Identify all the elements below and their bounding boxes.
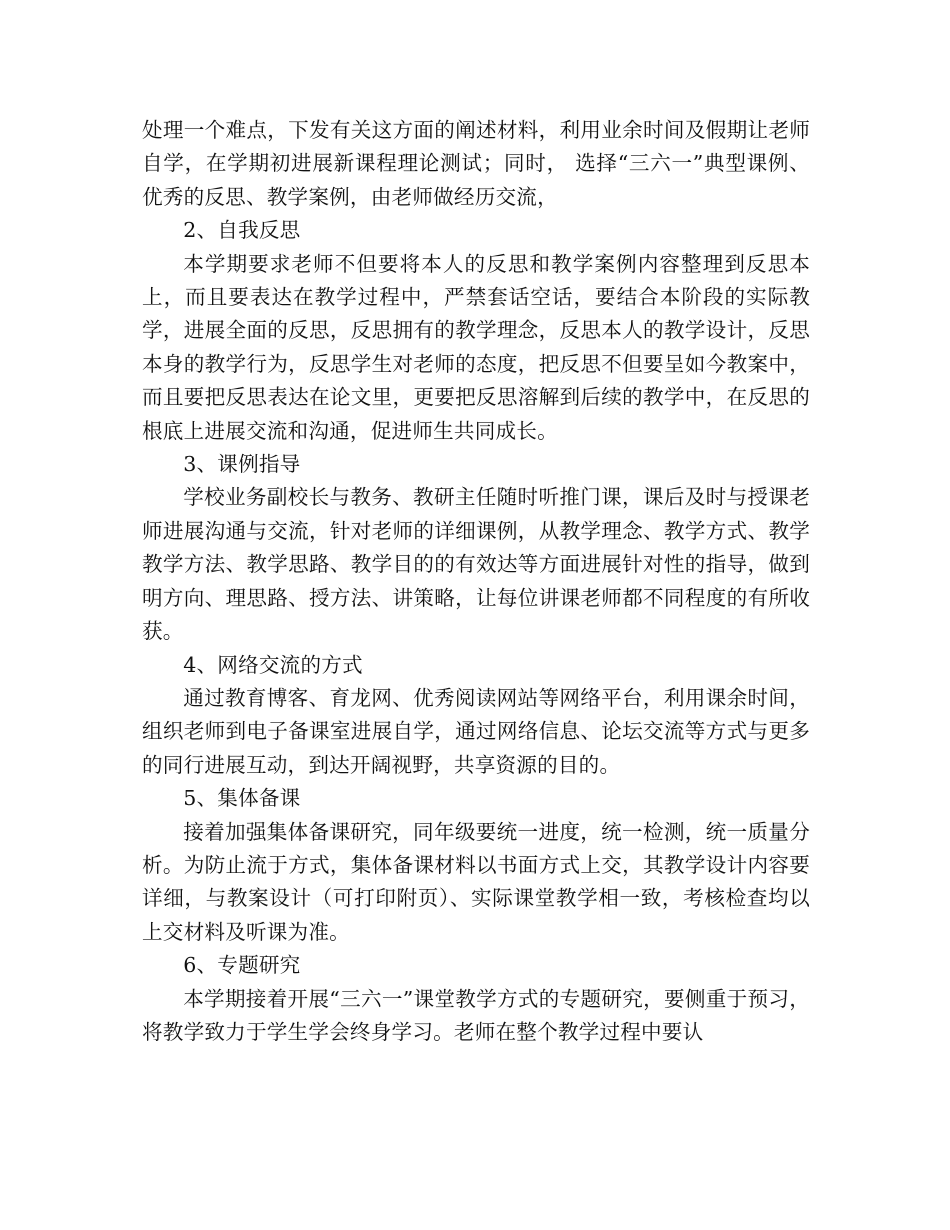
section-body-topic-research: 本学期接着开展“三六一”课堂教学方式的专题研究，要侧重于预习，将教学致力于学生学会终身学习。老师在整个教学过程中要认: [142, 986, 810, 1044]
section-heading-topic-research: 6、专题研究: [183, 953, 301, 978]
section-heading-network-exchange: 4、网络交流的方式: [183, 652, 363, 677]
section-body-lesson-guidance: 学校业务副校长与教务、教研主任随时听推门课，课后及时与授课老师进展沟通与交流，针对老师的详细课例，从教学理念、教学方式、教学教学方法、教学思路、教学目的的有效达等方面进展针对性的指导，做到明方向、理思路、授方法、讲策略，让每位讲课老师都不同程度的有所收获。: [142, 485, 810, 644]
section-body-network-exchange: 通过教育博客、育龙网、优秀阅读网站等网络平台，利用课余时间，组织老师到电子备课室进展自学，通过网络信息、论坛交流等方式与更多的同行进展互动，到达开阔视野，共享资源的目的。: [142, 685, 810, 777]
section-body-collective-preparation: 接着加强集体备课研究，同年级要统一进度，统一检测，统一质量分析。为防止流于方式，集体备课材料以书面方式上交，其教学设计内容要详细，与教案设计（可打印附页）、实际课堂教学相一致，考核检查均以上交材料及听课为准。: [142, 819, 810, 944]
section-heading-collective-preparation: 5、集体备课: [183, 786, 301, 811]
section-heading-self-reflection: 2、自我反思: [183, 218, 301, 243]
section-heading-lesson-guidance: 3、课例指导: [183, 452, 301, 477]
document-page: [142, 114, 810, 1049]
section-body-self-reflection: 本学期要求老师不但要将本人的反思和教学案例内容整理到反思本上，而且要表达在教学过程中，严禁套话空话，要结合本阶段的实际教学，进展全面的反思，反思拥有的教学理念，反思本人的教学设计，反思本身的教学行为，反思学生对老师的态度，把反思不但要呈如今教案中，而且要把反思表达在论文里，更要把反思溶解到后续的教学中，在反思的根底上进展交流和沟通，促进师生共同成长。: [142, 251, 810, 443]
continuation-paragraph: 处理一个难点，下发有关这方面的阐述材料，利用业余时间及假期让老师自学，在学期初进展新课程理论测试；同时， 选择“三六一”典型课例、优秀的反思、教学案例，由老师做经历交流，: [142, 118, 810, 209]
